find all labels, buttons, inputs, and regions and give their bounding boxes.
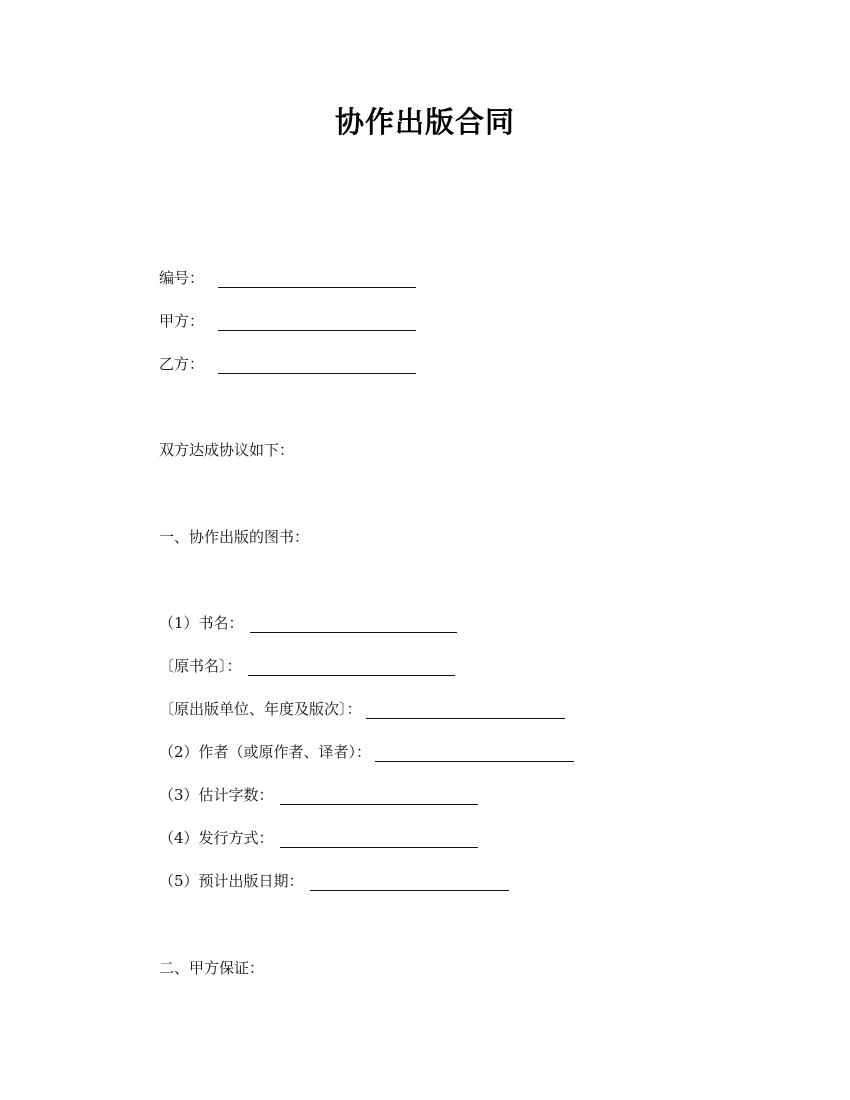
party-a-blank[interactable] — [218, 315, 416, 331]
distribution-blank[interactable] — [280, 832, 478, 848]
field-label: （2）作者（或原作者、译者）： — [159, 743, 372, 761]
original-publisher-blank[interactable] — [366, 703, 565, 719]
field-label: 甲方： — [159, 312, 205, 330]
field-original-title — [159, 656, 455, 676]
word-count-blank[interactable] — [280, 789, 478, 805]
publish-date-blank[interactable] — [310, 875, 509, 891]
field-label: 乙方： — [159, 355, 205, 373]
intro-text: 双方达成协议如下： — [159, 441, 295, 459]
field-label: （3）估计字数： — [159, 786, 274, 804]
original-title-blank[interactable] — [248, 660, 455, 676]
section-2-heading: 二、甲方保证： — [159, 959, 265, 977]
field-party-a — [159, 311, 416, 331]
field-label: （4）发行方式： — [159, 829, 274, 847]
field-party-b — [159, 354, 416, 374]
book-title-blank[interactable] — [250, 617, 457, 633]
author-blank[interactable] — [375, 746, 574, 762]
field-label: 编号： — [159, 269, 205, 287]
field-label: 〔原出版单位、年度及版次〕： — [159, 700, 362, 718]
field-publish-date — [159, 871, 509, 891]
field-label: 〔原书名〕： — [159, 657, 242, 675]
party-b-blank[interactable] — [218, 358, 416, 374]
contract-number-blank[interactable] — [218, 272, 416, 288]
section-1-heading: 一、协作出版的图书： — [159, 528, 310, 546]
field-original-publisher — [159, 699, 565, 719]
field-distribution — [159, 828, 478, 848]
document-title: 协作出版合同 — [334, 105, 515, 139]
field-word-count — [159, 785, 478, 805]
field-label: （5）预计出版日期： — [159, 872, 304, 890]
field-contract-number — [159, 268, 416, 288]
field-book-title — [159, 613, 457, 633]
field-author — [159, 742, 574, 762]
field-label: （1）书名： — [159, 614, 244, 632]
